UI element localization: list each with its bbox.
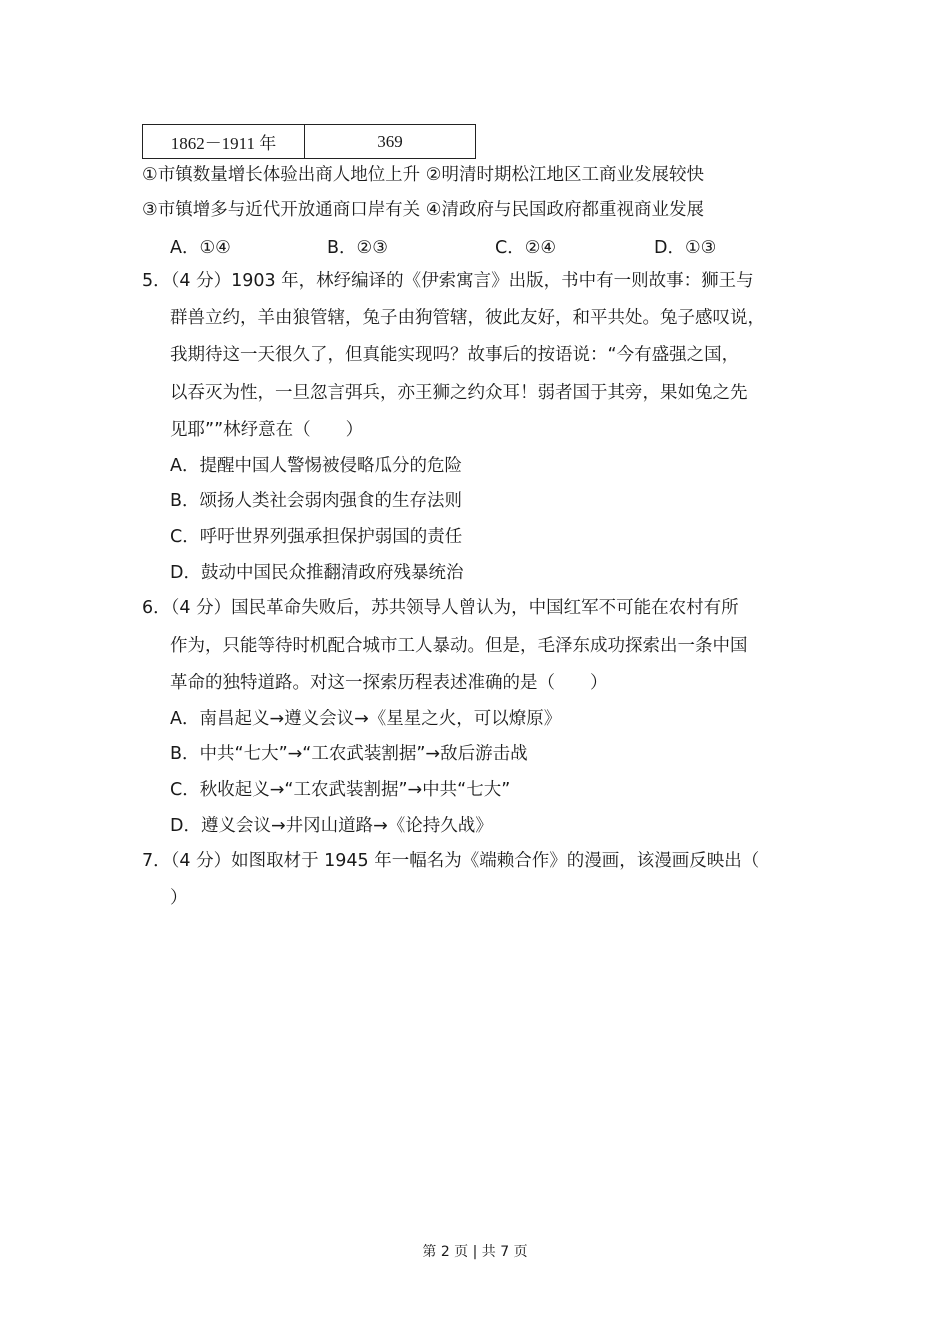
q6-stem-line-3: 革命的独特道路。对这一探索历程表述准确的是（ ） (170, 673, 608, 693)
q6-option-c: C．秋收起义→“工农武装割据”→中共“七大” (170, 780, 511, 800)
q5-stem-line-5: 见耶””林纾意在（ ） (170, 420, 364, 440)
q5-option-d: D．鼓动中国民众推翻清政府残暴统治 (170, 563, 464, 583)
table-cell-count: 369 (305, 125, 476, 159)
q4-option-d: D．①③ (654, 238, 717, 258)
statement-line-2: ③市镇增多与近代开放通商口岸有关 ④清政府与民国政府都重视商业发展 (142, 200, 704, 220)
q6-option-d: D．遵义会议→井冈山道路→《论持久战》 (170, 816, 493, 836)
page-footer: 第 2 页 | 共 7 页 (422, 1244, 528, 1260)
q4-option-c: C．②④ (495, 238, 557, 258)
q5-stem-line-3: 我期待这一天很久了，但真能实现吗？故事后的按语说：“今有盛强之国， (170, 345, 740, 365)
data-table (142, 124, 476, 159)
statement-line-1: ①市镇数量增长体验出商人地位上升 ②明清时期松江地区工商业发展较快 (142, 165, 704, 185)
q5-option-a: A．提醒中国人警惕被侵略瓜分的危险 (170, 456, 462, 476)
q5-stem-line-4: 以吞灭为性，一旦忽言弭兵，亦王狮之约众耳！弱者国于其旁，果如兔之先 (170, 383, 748, 403)
q6-stem-line-1: 6．（4 分）国民革命失败后，苏共领导人曾认为，中国红军不可能在农村有所 (142, 598, 739, 618)
q5-option-c: C．呼吁世界列强承担保护弱国的责任 (170, 527, 463, 547)
table-cell-period: 1862－1911 年 (143, 125, 305, 159)
table-row (143, 125, 476, 159)
q6-option-b: B．中共“七大”→“工农武装割据”→敌后游击战 (170, 744, 528, 764)
q7-stem-line-1: 7．（4 分）如图取材于 1945 年一幅名为《端赖合作》的漫画，该漫画反映出（ (142, 851, 760, 871)
q6-option-a: A．南昌起义→遵义会议→《星星之火，可以燎原》 (170, 709, 562, 729)
q6-stem-line-2: 作为，只能等待时机配合城市工人暴动。但是，毛泽东成功探索出一条中国 (170, 636, 748, 656)
q4-option-a: A．①④ (170, 238, 231, 258)
q7-stem-line-2: ） (170, 888, 188, 908)
q5-option-b: B．颂扬人类社会弱肉强食的生存法则 (170, 491, 463, 511)
q4-option-b: B．②③ (327, 238, 388, 258)
q5-stem-line-1: 5．（4 分）1903 年，林纾编译的《伊索寓言》出版，书中有一则故事：狮王与 (142, 271, 754, 291)
q5-stem-line-2: 群兽立约，羊由狼管辖，兔子由狗管辖，彼此友好，和平共处。兔子感叹说， (170, 308, 765, 328)
q4-options (170, 234, 770, 260)
